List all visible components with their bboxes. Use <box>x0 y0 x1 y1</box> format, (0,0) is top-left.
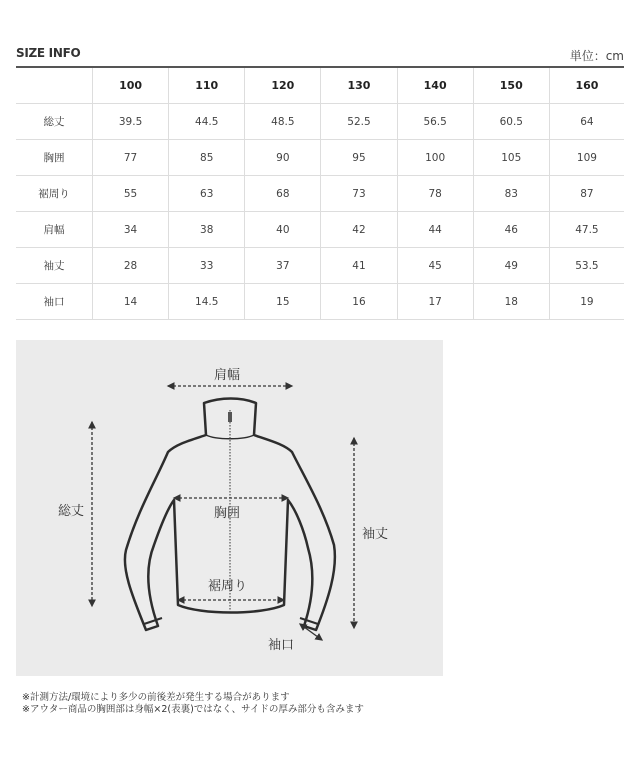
hem-label: 裾周り <box>208 579 248 594</box>
table-cell: 40 <box>245 212 321 248</box>
measurement-notes <box>22 692 364 716</box>
table-cell: 33 <box>169 248 245 284</box>
table-cell: 53.5 <box>549 248 624 284</box>
row-label: 総丈 <box>16 104 93 140</box>
row-label: 袖口 <box>16 284 93 320</box>
note-line: ※計測方法/環境により多少の前後差が発生する場合があります <box>22 692 290 703</box>
size-info-title: SIZE INFO <box>16 46 81 60</box>
table-cell: 105 <box>473 140 549 176</box>
table-header-cell: 120 <box>245 67 321 104</box>
table-header-cell <box>16 67 93 104</box>
table-cell: 34 <box>93 212 169 248</box>
table-header-cell: 100 <box>93 67 169 104</box>
table-cell: 87 <box>549 176 624 212</box>
table-header-cell: 130 <box>321 67 397 104</box>
table-row <box>16 104 624 140</box>
table-header-cell: 150 <box>473 67 549 104</box>
table-header-row <box>16 67 624 104</box>
cuff-label: 袖口 <box>268 638 295 653</box>
table-cell: 39.5 <box>93 104 169 140</box>
table-cell: 77 <box>93 140 169 176</box>
length-label: 総丈 <box>58 504 85 519</box>
table-cell: 60.5 <box>473 104 549 140</box>
table-row <box>16 248 624 284</box>
table-cell: 68 <box>245 176 321 212</box>
table-cell: 90 <box>245 140 321 176</box>
table-cell: 14 <box>93 284 169 320</box>
table-cell: 49 <box>473 248 549 284</box>
row-label: 胸囲 <box>16 140 93 176</box>
table-row <box>16 176 624 212</box>
table-cell: 83 <box>473 176 549 212</box>
table-cell: 41 <box>321 248 397 284</box>
table-cell: 73 <box>321 176 397 212</box>
chest-label: 胸囲 <box>214 506 241 521</box>
table-cell: 63 <box>169 176 245 212</box>
table-cell: 85 <box>169 140 245 176</box>
row-label: 裾周り <box>16 176 93 212</box>
table-cell: 44 <box>397 212 473 248</box>
table-cell: 45 <box>397 248 473 284</box>
table-header-cell: 110 <box>169 67 245 104</box>
table-header-cell: 140 <box>397 67 473 104</box>
table-cell: 28 <box>93 248 169 284</box>
table-cell: 95 <box>321 140 397 176</box>
table-cell: 64 <box>549 104 624 140</box>
table-cell: 100 <box>397 140 473 176</box>
table-row <box>16 140 624 176</box>
shoulder-label: 肩幅 <box>214 368 241 383</box>
table-cell: 16 <box>321 284 397 320</box>
table-row <box>16 284 624 320</box>
table-cell: 19 <box>549 284 624 320</box>
table-cell: 44.5 <box>169 104 245 140</box>
table-cell: 46 <box>473 212 549 248</box>
table-cell: 55 <box>93 176 169 212</box>
table-cell: 78 <box>397 176 473 212</box>
table-header-cell: 160 <box>549 67 624 104</box>
zipper-pull <box>228 412 232 422</box>
table-cell: 37 <box>245 248 321 284</box>
table-cell: 56.5 <box>397 104 473 140</box>
table-cell: 109 <box>549 140 624 176</box>
row-label: 袖丈 <box>16 248 93 284</box>
table-cell: 42 <box>321 212 397 248</box>
table-cell: 17 <box>397 284 473 320</box>
note-line: ※アウター商品の胸囲部は身幅×2(表裏)ではなく、サイドの厚み部分も含みます <box>22 704 364 715</box>
row-label: 肩幅 <box>16 212 93 248</box>
measurement-diagram <box>16 340 443 676</box>
unit-label: 単位：cm <box>569 49 624 63</box>
table-cell: 47.5 <box>549 212 624 248</box>
size-table <box>16 66 624 320</box>
table-cell: 52.5 <box>321 104 397 140</box>
table-cell: 14.5 <box>169 284 245 320</box>
table-cell: 38 <box>169 212 245 248</box>
table-row <box>16 212 624 248</box>
table-cell: 18 <box>473 284 549 320</box>
sleeve-label: 袖丈 <box>362 527 389 542</box>
table-cell: 48.5 <box>245 104 321 140</box>
table-cell: 15 <box>245 284 321 320</box>
